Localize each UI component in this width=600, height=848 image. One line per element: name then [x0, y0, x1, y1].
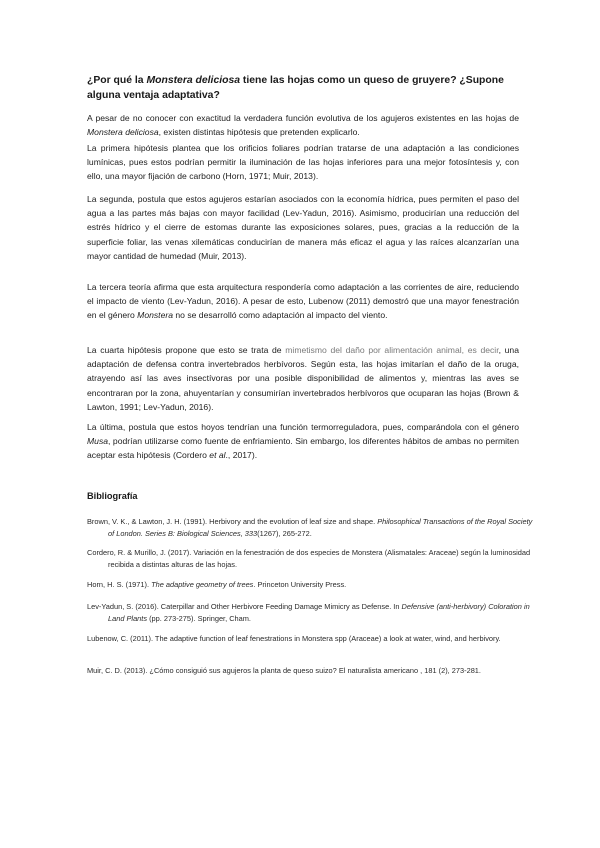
reference-item	[87, 633, 540, 645]
reference-text: Cordero, R. & Murillo, J. (2017). Variación en la fenestración de dos especies de Monstera (Alismatales: Araceae) según la luminosidad recibida a distintas alturas de las hojas.	[87, 548, 531, 570]
paragraph-text: La segunda, postula que estos agujeros estarían asociados con la economía hídrica, pues permiten el paso del agua a las partes más bajas con mayor facilidad (Lev-Yadun, 2016). Asimismo, producirían una reducción del estrés hídrico y el cierre de estomas durante las exposiciones solares, pues, gracias a la reducción de la superficie foliar, las venas xilemáticas conducirían de manera más eficaz el agua y las raíces alcanzarían una mayor cantidad de humedad (Muir, 2013).	[87, 194, 519, 261]
reference-item	[87, 547, 540, 572]
paragraph-intro	[87, 111, 519, 139]
reference-text: . Princeton University Press.	[253, 580, 347, 589]
paragraph-text: A pesar de no conocer con exactitud la verdadera función evolutiva de los agujeros existentes en las hojas de	[87, 113, 519, 123]
paragraph-text: , existen distintas hipótesis que pretenden explicarlo.	[158, 127, 360, 138]
title-text-end: tiene las hojas como un queso de gruyere? ¿Supone alguna ventaja adaptativa?	[87, 75, 504, 101]
reference-journal: Philosophical Transactions of the Royal Society of London. Series B: Biological Sciences, 333	[108, 517, 533, 539]
genus-name: Musa	[87, 436, 109, 447]
title-text-start: ¿Por qué la	[87, 75, 147, 86]
citation-et-al: et al	[209, 450, 226, 461]
reference-book-title: The adaptive geometry of trees	[151, 580, 254, 589]
bibliography-heading: Bibliografía	[87, 491, 138, 501]
paragraph-text: , podrían utilizarse como fuente de enfriamiento. Sin embargo, los diferentes hábitos de ambas no permiten aceptar esta hipótesis (Cordero	[87, 436, 519, 461]
paragraph-hypothesis-wind	[87, 280, 519, 323]
paragraph-text: , una adaptación de defensa contra invertebrados herbívoros. Según esta, las hojas imitarían el daño de la oruga, atrayendo así las aves insectívoras por una posible disponibilidad de alimentos y, mientras las aves se encontraran por la zona, ahuyentarían y consumirían invertebrados herbívoros que ocuparan las hojas (Brown & Lawton, 1991; Lev-Yadun, 2016).	[87, 345, 519, 412]
paragraph-hypothesis-thermal	[87, 420, 519, 463]
reference-book-title: Defensive (anti-herbivory) Coloration in Land Plants	[108, 602, 530, 624]
paragraph-hypothesis-light	[87, 141, 519, 184]
reference-item	[87, 665, 540, 677]
paragraph-text: La primera hipótesis plantea que los orificios foliares podrían tratarse de una adaptación a las condiciones lumínicas, pues estos podrían permitir la iluminación de las hojas inferiores para una mejor fotosíntesis y, con ello, una mayor fijación de carbono (Horn, 1971; Muir, 2013).	[87, 143, 519, 182]
paragraph-text: La cuarta hipótesis propone que esto se trata de	[87, 345, 286, 355]
paragraph-text: no se desarrolló como adaptación al impacto del viento.	[173, 310, 388, 321]
paragraph-text: ., 2017).	[225, 450, 258, 461]
paragraph-text: La tercera teoría afirma que esta arquitectura respondería como adaptación a las corrientes de aire, reduciendo el impacto de viento (Lev-Yadun, 2016). A pesar de esto, Lubenow (2011) demostró que una mayor fenestración en el género	[87, 282, 519, 321]
reference-item	[87, 579, 540, 591]
reference-item	[87, 601, 540, 626]
highlighted-phrase: mimetismo del daño por alimentación animal, es decir	[285, 345, 499, 355]
reference-text: Muir, C. D. (2013). ¿Cómo consiguió sus agujeros la planta de queso suizo? El naturalista americano , 181 (2), 273-281.	[87, 666, 481, 675]
document-title	[87, 73, 527, 103]
paragraph-hypothesis-water	[87, 192, 519, 263]
species-name: Monstera deliciosa	[87, 127, 159, 138]
reference-text: Brown, V. K., & Lawton, J. H. (1991). Herbivory and the evolution of leaf size and shape.	[87, 517, 378, 526]
paragraph-text: La última, postula que estos hoyos tendrían una función termorreguladora, pues, comparándola con el género	[87, 422, 519, 432]
reference-text: Lev-Yadun, S. (2016). Caterpillar and Other Herbivore Feeding Damage Mimicry as Defense. In	[87, 602, 402, 611]
paragraph-hypothesis-mimicry	[87, 343, 519, 414]
reference-text: Horn, H. S. (1971).	[87, 580, 152, 589]
genus-name: Monstera	[137, 310, 173, 321]
reference-text: Lubenow, C. (2011). The adaptive function of leaf fenestrations in Monstera spp (Araceae) a look at water, wind, and herbivory.	[87, 634, 501, 643]
title-species-name: Monstera deliciosa	[146, 75, 241, 86]
reference-text: (1267), 265-272.	[257, 529, 312, 539]
reference-text: (pp. 273-275). Springer, Cham.	[147, 614, 251, 624]
reference-item	[87, 516, 540, 541]
